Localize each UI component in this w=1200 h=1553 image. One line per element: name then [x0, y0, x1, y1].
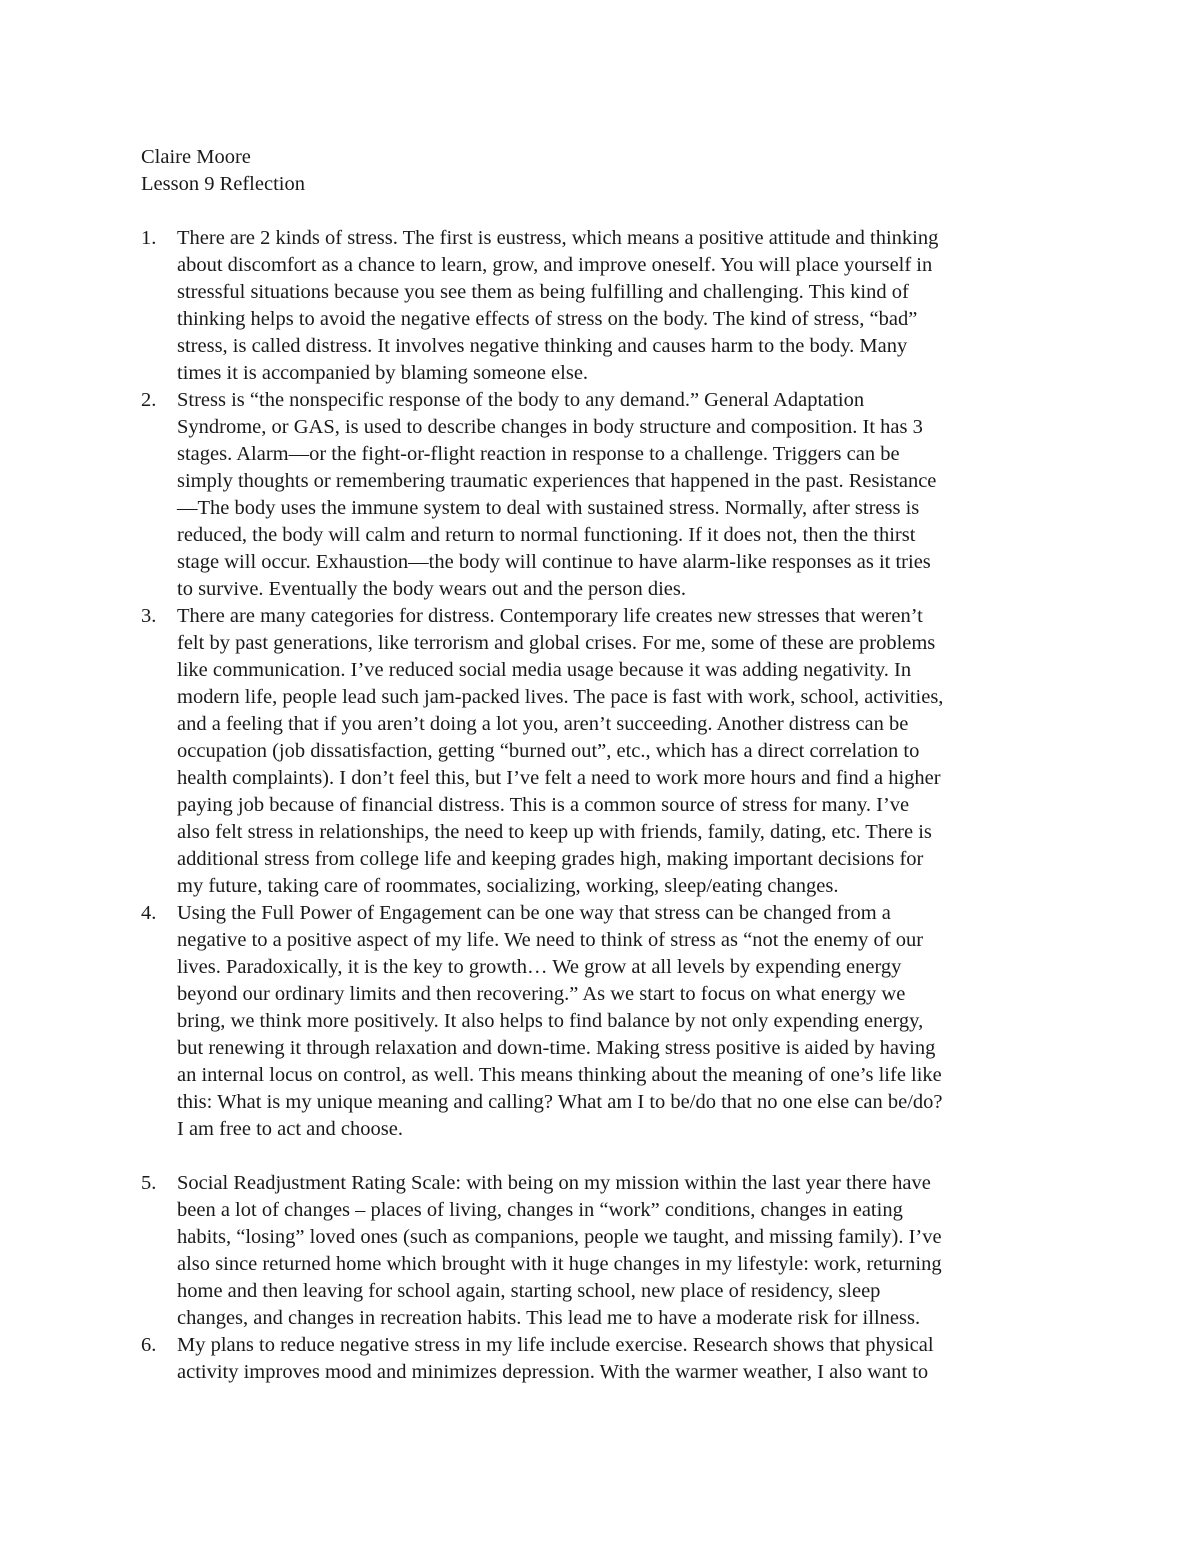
paragraph-line: also felt stress in relationships, the need to keep up with friends, family, dating, etc. There is	[177, 821, 932, 843]
paragraph-line: Syndrome, or GAS, is used to describe changes in body structure and composition. It has 3	[177, 416, 923, 438]
paragraph-line: felt by past generations, like terrorism and global crises. For me, some of these are problems	[177, 632, 936, 654]
list-item-number: 4.	[141, 902, 157, 924]
answer-list	[141, 225, 1071, 1386]
paragraph-line: paying job because of financial distress. This is a common source of stress for many. I’ve	[177, 794, 910, 816]
paragraph-line: I am free to act and choose.	[177, 1118, 403, 1140]
document-header	[141, 144, 1061, 198]
paragraph-line: My plans to reduce negative stress in my life include exercise. Research shows that physical	[177, 1334, 934, 1356]
paragraph-line: changes, and changes in recreation habits. This lead me to have a moderate risk for illness.	[177, 1307, 921, 1329]
list-item	[141, 1332, 1071, 1386]
list-item	[141, 225, 1071, 387]
paragraph-line: stressful situations because you see them as being fulfilling and challenging. This kind of	[177, 281, 909, 303]
list-item	[141, 387, 1071, 603]
document-title: Lesson 9 Reflection	[141, 173, 305, 195]
list-item-number: 6.	[141, 1334, 157, 1356]
paragraph-line: but renewing it through relaxation and down-time. Making stress positive is aided by having	[177, 1037, 936, 1059]
paragraph-line: also since returned home which brought with it huge changes in my lifestyle: work, returning	[177, 1253, 942, 1275]
paragraph-line: my future, taking care of roommates, socializing, working, sleep/eating changes.	[177, 875, 839, 897]
paragraph-line: thinking helps to avoid the negative effects of stress on the body. The kind of stress, “bad”	[177, 308, 918, 330]
paragraph-line: to survive. Eventually the body wears out and the person dies.	[177, 578, 686, 600]
list-item	[141, 1170, 1071, 1332]
paragraph-line: been a lot of changes – places of living, changes in “work” conditions, changes in eating	[177, 1199, 903, 1221]
author-name: Claire Moore	[141, 146, 251, 168]
paragraph-line: simply thoughts or remembering traumatic experiences that happened in the past. Resistance	[177, 470, 937, 492]
paragraph-line: —The body uses the immune system to deal with sustained stress. Normally, after stress is	[177, 497, 920, 519]
paragraph-line: habits, “losing” loved ones (such as companions, people we taught, and missing family). I’ve	[177, 1226, 942, 1248]
list-item-number: 2.	[141, 389, 157, 411]
paragraph-line: reduced, the body will calm and return to normal functioning. If it does not, then the thirst	[177, 524, 916, 546]
list-item	[141, 900, 1071, 1143]
paragraph-line: There are 2 kinds of stress. The first is eustress, which means a positive attitude and thinking	[177, 227, 939, 249]
paragraph-line: like communication. I’ve reduced social media usage because it was adding negativity. In	[177, 659, 912, 681]
list-item-number: 5.	[141, 1172, 157, 1194]
paragraph-line: health complaints). I don’t feel this, but I’ve felt a need to work more hours and find a higher	[177, 767, 941, 789]
paragraph-line: occupation (job dissatisfaction, getting “burned out”, etc., which has a direct correlation to	[177, 740, 920, 762]
paragraph-line: times it is accompanied by blaming someone else.	[177, 362, 589, 384]
paragraph-line: Using the Full Power of Engagement can be one way that stress can be changed from a	[177, 902, 891, 924]
paragraph-line: Stress is “the nonspecific response of the body to any demand.” General Adaptation	[177, 389, 865, 411]
paragraph-line: Social Readjustment Rating Scale: with being on my mission within the last year there have	[177, 1172, 931, 1194]
paragraph-line: additional stress from college life and keeping grades high, making important decisions for	[177, 848, 924, 870]
paragraph-line: negative to a positive aspect of my life. We need to think of stress as “not the enemy of our	[177, 929, 924, 951]
paragraph-line: about discomfort as a chance to learn, grow, and improve oneself. You will place yourself in	[177, 254, 933, 276]
list-item	[141, 603, 1071, 900]
paragraph-line: beyond our ordinary limits and then recovering.” As we start to focus on what energy we	[177, 983, 906, 1005]
paragraph-line: lives. Paradoxically, it is the key to growth… We grow at all levels by expending energy	[177, 956, 902, 978]
paragraph-line: bring, we think more positively. It also helps to find balance by not only expending energy,	[177, 1010, 924, 1032]
paragraph-line: modern life, people lead such jam-packed lives. The pace is fast with work, school, activities,	[177, 686, 944, 708]
paragraph-line: this: What is my unique meaning and calling? What am I to be/do that no one else can be/do?	[177, 1091, 943, 1113]
paragraph-line: activity improves mood and minimizes depression. With the warmer weather, I also want to	[177, 1361, 929, 1383]
paragraph-line: stages. Alarm—or the fight-or-flight reaction in response to a challenge. Triggers can be	[177, 443, 900, 465]
paragraph-line: stage will occur. Exhaustion—the body will continue to have alarm-like responses as it tries	[177, 551, 931, 573]
paragraph-line: home and then leaving for school again, starting school, new place of residency, sleep	[177, 1280, 881, 1302]
list-item-number: 1.	[141, 227, 157, 249]
paragraph-line: an internal locus on control, as well. This means thinking about the meaning of one’s life like	[177, 1064, 942, 1086]
paragraph-line: and a feeling that if you aren’t doing a lot you, aren’t succeeding. Another distress can be	[177, 713, 909, 735]
paragraph-line: There are many categories for distress. Contemporary life creates new stresses that weren’t	[177, 605, 923, 627]
paragraph-line: stress, is called distress. It involves negative thinking and causes harm to the body. Many	[177, 335, 908, 357]
list-item-number: 3.	[141, 605, 157, 627]
